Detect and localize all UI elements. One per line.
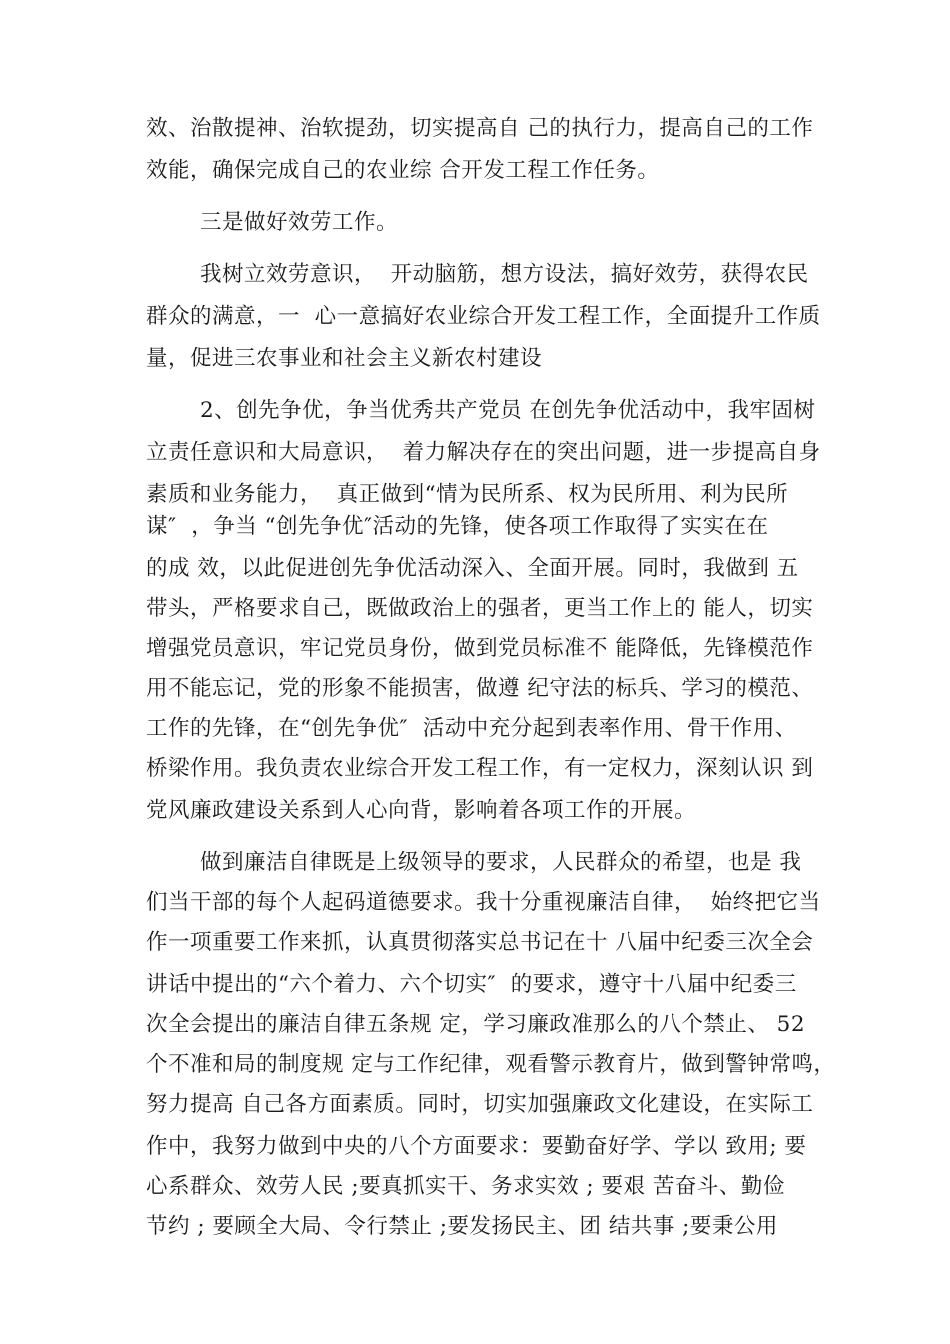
text-line: 努力提高 自己各方面素质。同时，切实加强廉政文化建设，在实际工 — [146, 1092, 814, 1117]
text-line: 三是做好效劳工作。 — [200, 210, 399, 235]
text-line: 素质和业务能力， 真正做到“情为民所系、权为民所用、利为民所 — [146, 482, 789, 507]
text-line: 效能，确保完成自己的农业综 合开发工程工作任务。 — [146, 158, 660, 183]
text-line: 的成 效，以此促进创先争优活动深入、全面开展。同时，我做到 五 — [146, 556, 799, 581]
text-line: 们当干部的每个人起码道德要求。我十分重视廉洁自律， 始终把它当 — [146, 890, 821, 915]
text-line: 效、治散提神、治软提劲，切实提高自 己的执行力，提高自己的工作 — [146, 116, 814, 141]
text-line: 桥梁作用。我负责农业综合开发工程工作，有一定权力，深刻认识 到 — [146, 756, 814, 781]
text-line: 做到廉洁自律既是上级领导的要求，人民群众的希望，也是 我 — [200, 850, 802, 875]
text-line: 讲话中提出的“六个着力、六个切实″ 的要求，遵守十八届中纪委三 — [146, 972, 797, 997]
text-line: 群众的满意，一 心一意搞好农业综合开发工程工作，全面提升工作质 — [146, 304, 821, 329]
text-line: 节约 ; 要顾全大局、令行禁止 ;要发扬民主、团 结共事 ;要秉公用 — [146, 1214, 778, 1239]
text-line: 增强党员意识，牢记党员身份，做到党员标准不 能降低，先锋模范作 — [146, 636, 814, 661]
text-line: 作一项重要工作来抓，认真贯彻落实总书记在十 八届中纪委三次全会 — [146, 930, 814, 955]
text-line: 工作的先锋，在“创先争优″ 活动中充分起到表率作用、骨干作用、 — [146, 716, 797, 741]
text-line: 2、创先争优，争当优秀共产党员 在创先争优活动中，我牢固树 — [200, 398, 816, 423]
text-line: 个不准和局的制度规 定与工作纪律，观看警示教育片，做到警钟常鸣， — [146, 1052, 836, 1077]
text-line: 谋″ ，争当 “创先争优″活动的先锋，使各项工作取得了实实在在 — [146, 514, 769, 539]
text-line: 带头，严格要求自己，既做政治上的强者，更当工作上的 能人，切实 — [146, 596, 814, 621]
text-line: 次全会提出的廉洁自律五条规 定，学习廉政准那么的八个禁止、 52 — [146, 1012, 806, 1037]
text-line: 用不能忘记，党的形象不能损害，做遵 纪守法的标兵、学习的模范、 — [146, 676, 814, 701]
text-line: 心系群众、效劳人民 ;要真抓实干、务求实效 ; 要艰 苦奋斗、勤俭 — [146, 1174, 785, 1199]
text-line: 作中，我努力做到中央的八个方面要求：要勤奋好学、学以 致用; 要 — [146, 1134, 807, 1159]
text-line: 立责任意识和大局意识， 着力解决存在的突出问题，进一步提高自身 — [146, 440, 821, 465]
text-line: 党风廉政建设关系到人心向背，影响着各项工作的开展。 — [146, 798, 697, 823]
text-line: 量，促进三农事业和社会主义新农村建设 — [146, 346, 543, 371]
text-line: 我树立效劳意识， 开动脑筋，想方设法，搞好效劳，获得农民 — [200, 262, 809, 287]
